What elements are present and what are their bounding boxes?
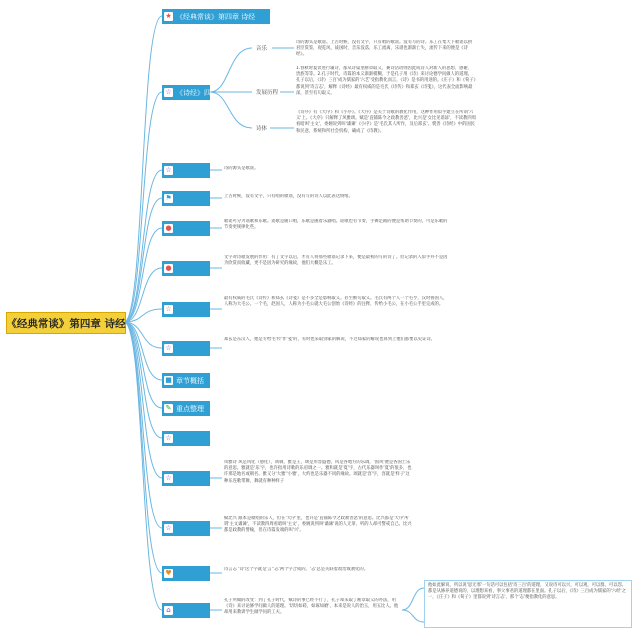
note-5: 歌谣可分为谣歌和乐歌。谣歌是随口唱，乐歌是随着乐器唱。谣歌也有节奏，手舞足蹈的便是帮助节奏的，可是乐歌的节奏更规律化些。	[224, 219, 448, 231]
flag-icon: ⚑	[165, 194, 172, 202]
central-topic[interactable]	[6, 312, 126, 334]
topic-3[interactable]	[162, 163, 210, 178]
note-4: 上古时候，没有文字，只有唱的歌谣，没有写的诗人以此表达情绪。	[224, 194, 353, 199]
star-icon: ☆	[165, 474, 172, 482]
star-icon: ☆	[165, 166, 172, 174]
topic-4[interactable]	[162, 191, 210, 206]
note-8: 郑玄是东汉人，他是专给毛'传'作'笺'的，有时也采取别家的解说，不过郑家的解说也算到上他们都要以史证诗。	[224, 337, 435, 342]
subtopic-music: 音乐	[256, 46, 268, 52]
note-14: 诗言志 '诗'这个字就是'言''志'两个字合成的。'志'总是关联着政治或教化的。	[224, 567, 369, 572]
note-development: 1.春秋时宴饮进行辅诗，都从诗篇里断章取义，赛诗活动则因此成诗人对新人的思想、感谢、贵族等等。2.孔子时代，诗篇的本义渐渐模糊，于是孔子用《诗》来讨论德学问做人的道理。孔子以后，《诗》三百'成为儒家的'六艺'受指教化而言，《诗》是书的用途的。《庄子》和《荀子》都说到'诗言志'，解释《诗经》最有权威的是毛氏《诗传》和郑玄《诗笺》，这代表全面影响最深，甚至有句取义。	[296, 66, 476, 96]
topic-label: 章节概括	[176, 376, 204, 385]
topic-14[interactable]	[162, 566, 210, 581]
central-topic-label: 《经典常谈》第四章 诗经	[6, 317, 126, 330]
circle-icon: ●	[165, 224, 172, 232]
note-7: 最有权威的毛氏《诗传》和郑玄《诗笺》是不多全是影响取义。甚至断句取义。毛氏有两个人一个毛亨，汉时鲁国人，人称为大毛公。一个毛，赵国人，人称为小毛公就大毛公创始《诗经》的注释，传给小毛公，在小毛公手里完成的。	[224, 296, 448, 308]
star-icon: ☆	[165, 88, 172, 96]
note-6: 文字对诗歌发展的作用：有了文字以后，才有人将那些歌谣记录下来，便是最初的写的诗了。但记录的人似乎并不是因为欣赏而收藏，更不是因为研究的缘故，他们大概是乐工。	[224, 255, 448, 267]
subtopic-poetry-teaching: 诗体	[256, 126, 268, 132]
note-12: 凤雅诗 风是风化（感化），讽刺，雅是王，颂是形容盛德，风是各地方的乐调，'国风'便是各国土乐的意思。雅就是'乐'字，也许指用诗歌的乐府调之一。雅和就是'夏'字，古代乐器叫作'夏'的很多，也许那是地名或朝名。雅又分'大雅''小雅'，大约也是乐器不同的缘故。颂就是'容'字，容就是'样子'这种乐连歌带舞，舞就有种种样子	[224, 460, 412, 484]
note-poetry-teaching: 《诗序》有《大序》和《小序》。《大序》是关于诗歌的教化作用，这种作用似乎建立在所谓'六义'上。《大序》只解释了风雅颂。赋是'直铺陈今之政教善恶'，比兴是'女比见谣谚'，不读教四周看暗叫'主文'，委婉说到叫'谲谏'《小序》是'毛氏其人所作，及后郑玄'。褒善《诗经》中的国民和民意，系统和所社会机构，确成了《诗教》。	[296, 110, 476, 134]
topic-chapter-summary[interactable]	[162, 373, 210, 388]
note-15-detail: 他如此解说，所以说'思无邪'一句话可以包括'诗三百'的道理，又说诗可以兴，可以观，可以群，可以怨。都是从修养道德说的，以理想来看，事父事君的道理都在里面。孔子以后，《诗》三百成为儒家的'六经'之一，《庄子》和《荀子》里都说到'诗言志'，那个'志'便指教化的意思。	[424, 580, 632, 628]
topic-11[interactable]	[162, 431, 210, 446]
star-icon: ☆	[165, 305, 172, 313]
heart-icon: ♥	[165, 569, 172, 577]
topic-key-points[interactable]	[162, 401, 210, 416]
topic-5[interactable]	[162, 221, 210, 236]
topic-15[interactable]	[162, 603, 210, 618]
topic-label: 《经典常谈》第四章 诗经	[176, 12, 256, 21]
note-15: 孔子所做的改变：到了孔子时代，赋诗的事已经不行了，孔子却采取了断章取义的办法，用《诗》来讨论修学问做人的道理。'切切如磋，如琢如磨'，本来是说人的治玉，用五比人。他却用来教训学生做学问的工夫。	[224, 598, 399, 616]
note-3: 诗的源头是歌谣。	[224, 166, 259, 171]
star-icon: ☆	[165, 524, 172, 532]
topic-chapter-title[interactable]	[162, 9, 270, 24]
square-icon: ■	[165, 376, 172, 384]
star-icon: ☆	[165, 434, 172, 442]
topic-shijing[interactable]	[162, 85, 210, 100]
topic-label: 《诗经》四	[176, 88, 211, 97]
topic-6[interactable]	[162, 261, 210, 276]
circle-icon: ●	[165, 264, 172, 272]
star-icon: ★	[165, 12, 172, 20]
note-music: 诗的源头是歌谣。上古时候，没有文字，只有唱的歌谣。没有写的诗。乐工在集天下歌谣以供君臣赏鉴，观览风，战国时，音乐没落，乐工流离，乐谱也渐渐亡失，流传下来的便是《诗经》。	[296, 40, 473, 58]
topic-7[interactable]	[162, 302, 210, 317]
star-icon: ☆	[165, 344, 172, 352]
subtopic-development: 发展历程	[256, 90, 279, 96]
topic-label: 重点整理	[176, 404, 204, 413]
home-icon: ⌂	[164, 606, 173, 615]
topic-12[interactable]	[162, 471, 210, 486]
note-13: 赋比兴 跟本是歌唱的乐人，但在'大序'里，也许是'直铺陈今之政教善恶'的意思。比兴都是'大序'所谓'主文谲谏'，不读教四周看暗叫'主文'，委婉说到叫'谲谏'说的人无罪，听的人却可警戒自己。比兴都是政教的譬喻，但在诗篇发端的叫'兴'。	[224, 516, 412, 534]
pencil-icon: ✎	[165, 404, 172, 412]
topic-8[interactable]	[162, 341, 210, 356]
topic-13[interactable]	[162, 521, 210, 536]
